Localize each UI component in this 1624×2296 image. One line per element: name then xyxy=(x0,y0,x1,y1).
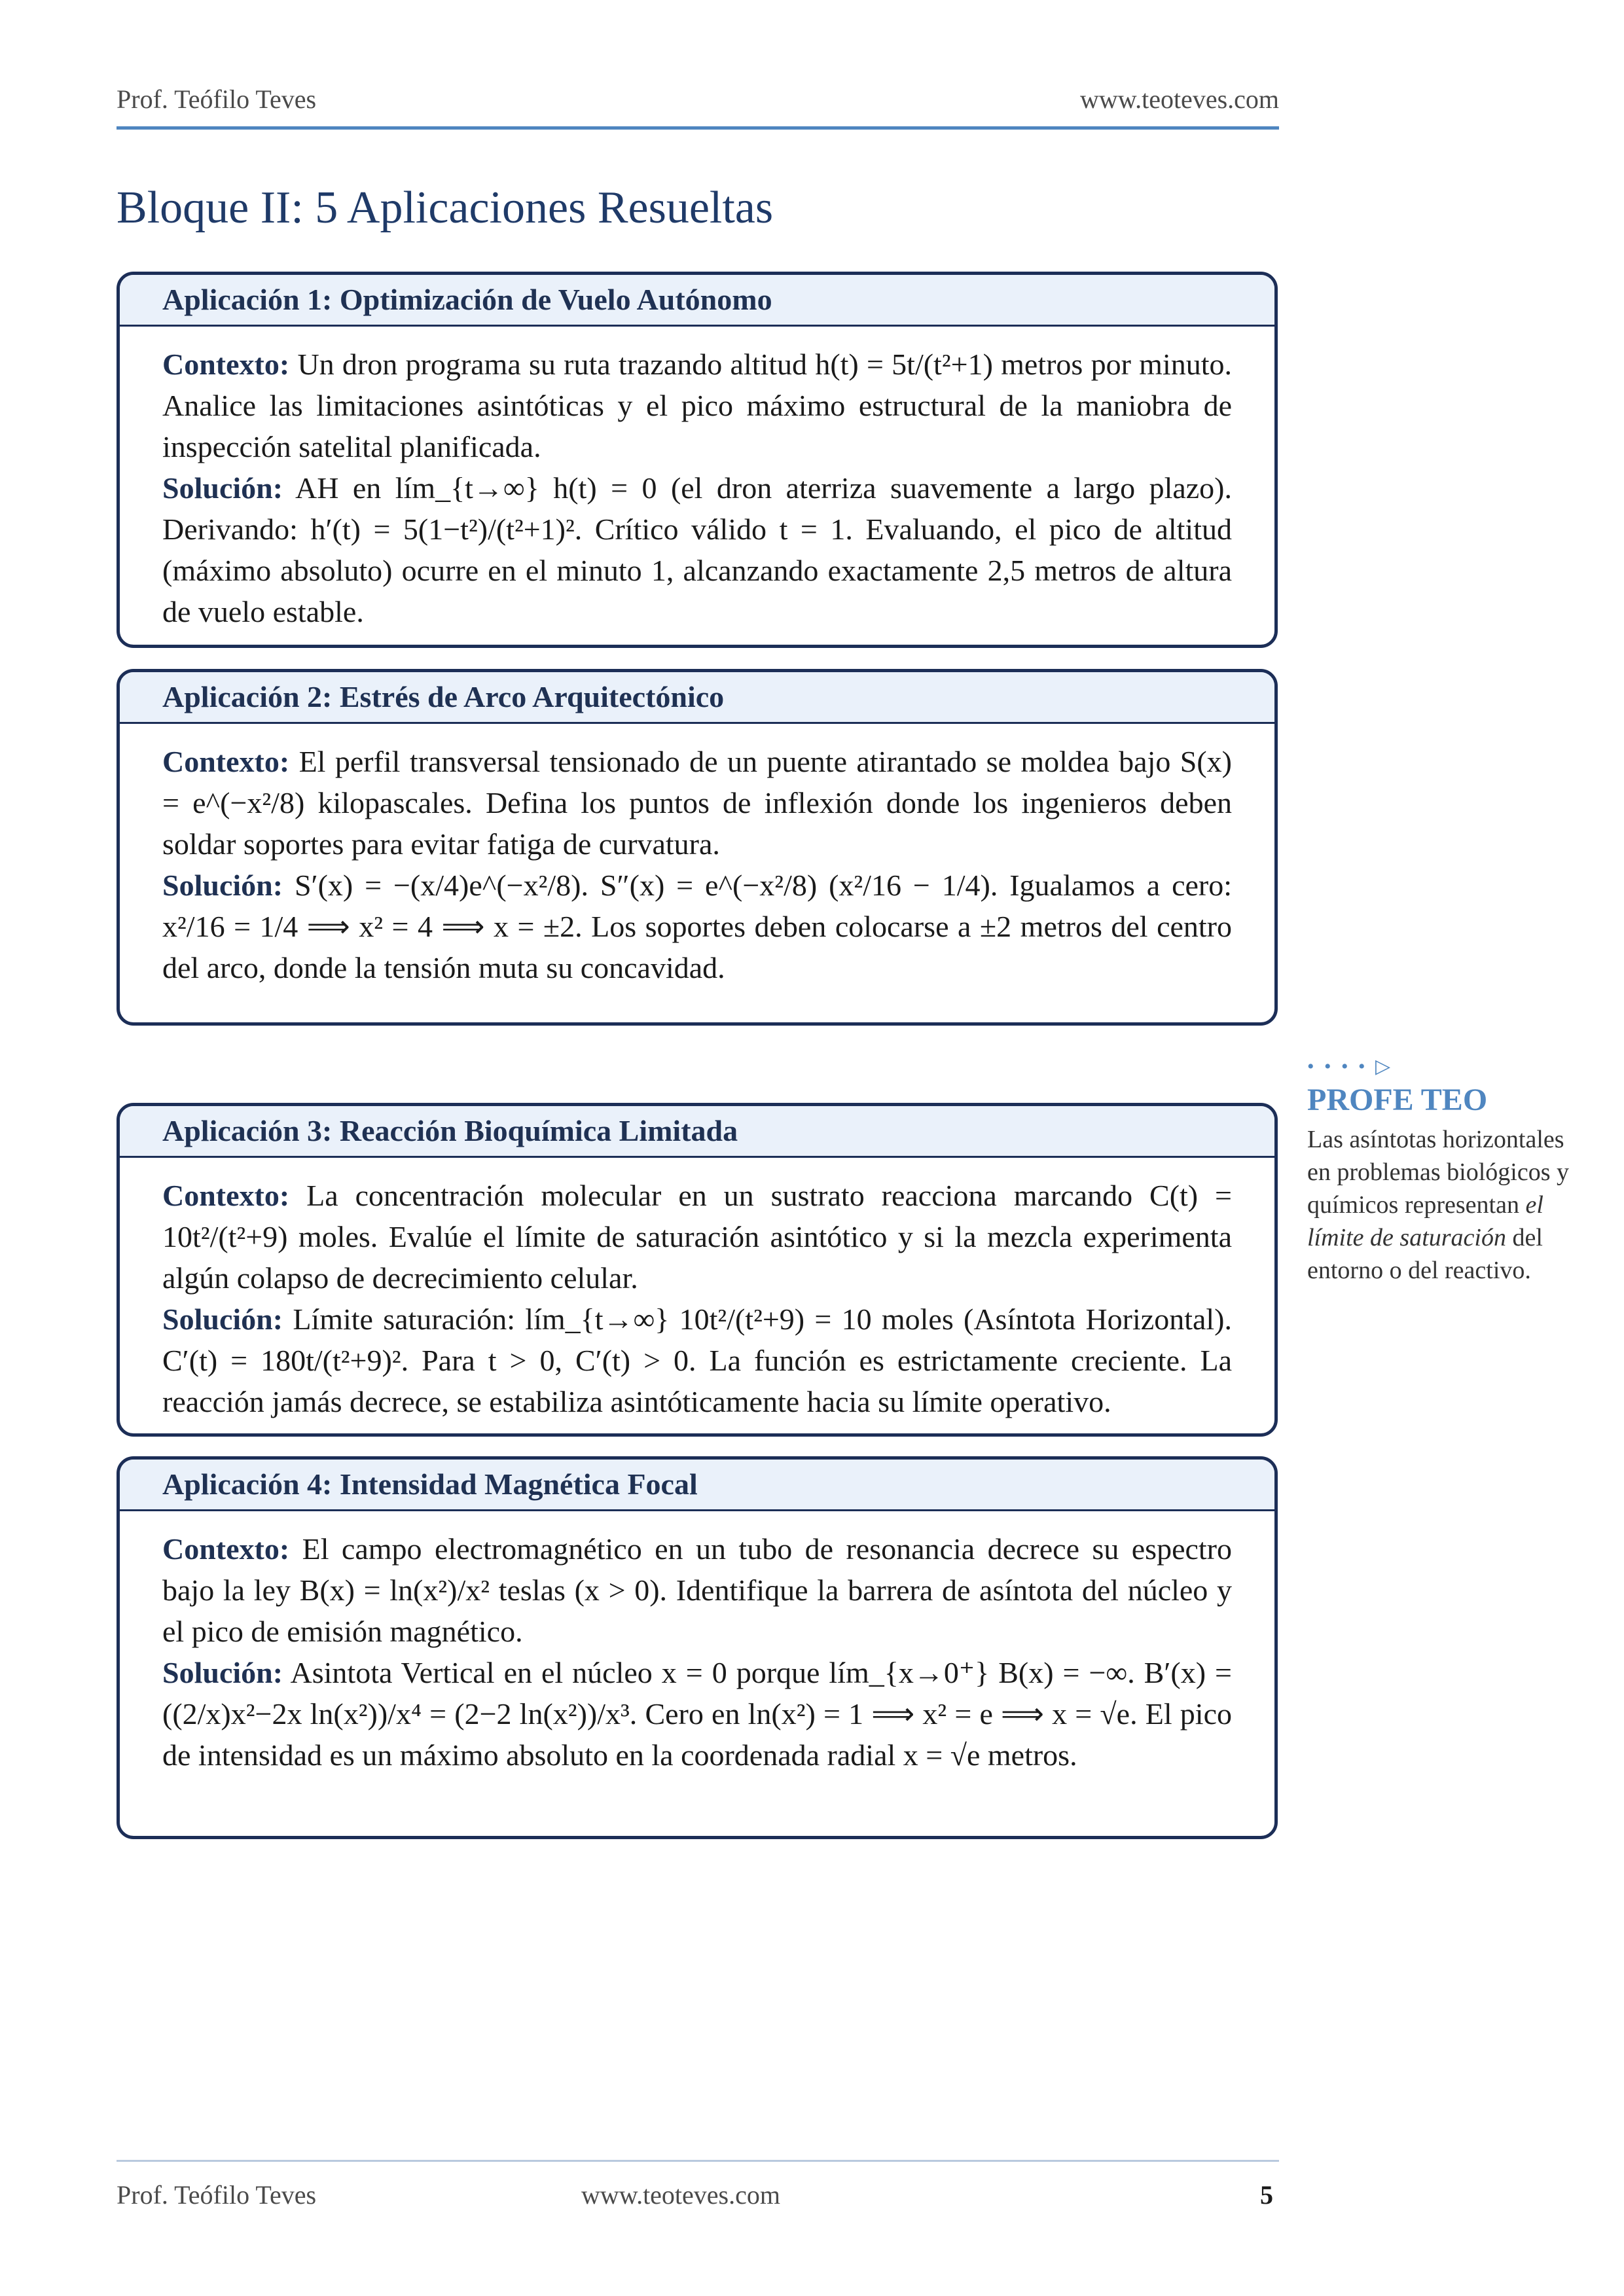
header-rule xyxy=(117,126,1279,130)
application-heading: Aplicación 2: Estrés de Arco Arquitectónico xyxy=(120,672,1274,724)
footer-author: Prof. Teófilo Teves xyxy=(117,2180,317,2210)
application-heading: Aplicación 4: Intensidad Magnética Focal xyxy=(120,1460,1274,1511)
page-number: 5 xyxy=(1260,2180,1273,2210)
margin-note-emphasis: el límite de saturación xyxy=(1307,1191,1543,1251)
application-body xyxy=(120,327,1274,632)
application-heading: Aplicación 1: Optimización de Vuelo Autónomo xyxy=(120,275,1274,327)
application-heading: Aplicación 3: Reacción Bioquímica Limitada xyxy=(120,1106,1274,1158)
header-site-link[interactable]: www.teoteves.com xyxy=(1080,84,1279,114)
solution-text: AH en lím_{t→∞} h(t) = 0 (el dron aterriza suavemente a largo plazo). Derivando: h′(t) = 5(1−t²)/(t²+1)². Crítico válido t = 1. Evaluando, el pico de altitud (máximo absoluto) ocurre en el minuto 1, alcanzando exactamente 2,5 metros de altura de vuelo estable. xyxy=(162,471,1232,628)
solution-text: Límite saturación: lím_{t→∞} 10t²/(t²+9) = 10 moles (Asíntota Horizontal). C′(t) = 180t/(t²+9)². Para t > 0, C′(t) > 0. La función es estrictamente creciente. La reacción jamás decrece, se estabiliza asintóticamente hacia su límite operativo. xyxy=(162,1302,1232,1418)
solution-label: Solución: xyxy=(162,869,283,902)
context-label: Contexto: xyxy=(162,348,290,381)
solution-label: Solución: xyxy=(162,471,283,505)
context-label: Contexto: xyxy=(162,745,290,778)
footer-rule xyxy=(117,2160,1279,2162)
application-body xyxy=(120,1511,1274,1776)
margin-note-text-a: Las asíntotas horizontales en problemas biológicos y químicos representan xyxy=(1307,1126,1569,1219)
application-box-1 xyxy=(117,272,1278,648)
application-box-2 xyxy=(117,669,1278,1026)
context-text: La concentración molecular en un sustrato reacciona marcando C(t) = 10t²/(t²+9) moles. Evalúe el límite de saturación asintótico y si la mezcla experimenta algún colapso de decrecimiento celular. xyxy=(162,1179,1232,1295)
context-text: El campo electromagnético en un tubo de resonancia decrece su espectro bajo la ley B(x) = ln(x²)/x² teslas (x > 0). Identifique la barrera de asíntota del núcleo y el pico de emisión magnético. xyxy=(162,1532,1232,1648)
context-text: El perfil transversal tensionado de un puente atirantado se moldea bajo S(x) = e^(−x²/8) kilopascales. Defina los puntos de inflexión donde los ingenieros deben soldar soportes para evitar fatiga de curvatura. xyxy=(162,745,1232,861)
solution-label: Solución: xyxy=(162,1656,283,1689)
solution-text: Asintota Vertical en el núcleo x = 0 porque lím_{x→0⁺} B(x) = −∞. B′(x) = ((2/x)x²−2x ln(x²))/x⁴ = (2−2 ln(x²))/x³. Cero en ln(x²) = 1 ⟹ x² = e ⟹ x = √e. El pico de intensidad es un máximo absoluto en la coordenada radial x = √e metros. xyxy=(162,1656,1232,1772)
margin-note-text-b: del entorno o del reactivo. xyxy=(1307,1224,1543,1284)
pointer-arrow-icon: • • • • ▷ xyxy=(1307,1056,1394,1077)
page-title: Bloque II: 5 Aplicaciones Resueltas xyxy=(117,183,774,233)
margin-note xyxy=(1307,1055,1582,1287)
context-text: Un dron programa su ruta trazando altitud h(t) = 5t/(t²+1) metros por minuto. Analice las limitaciones asintóticas y el pico máximo estructural de la maniobra de inspección satelital planificada. xyxy=(162,348,1233,463)
header-author: Prof. Teófilo Teves xyxy=(117,84,317,114)
context-label: Contexto: xyxy=(162,1532,290,1566)
application-body xyxy=(120,724,1274,988)
footer-site-link[interactable]: www.teoteves.com xyxy=(581,2180,780,2210)
application-box-4 xyxy=(117,1456,1278,1839)
margin-note-title: PROFE TEO xyxy=(1307,1083,1488,1117)
application-box-3 xyxy=(117,1103,1278,1437)
application-body xyxy=(120,1158,1274,1422)
solution-label: Solución: xyxy=(162,1302,283,1336)
margin-note-text xyxy=(1307,1123,1582,1287)
page-header xyxy=(117,84,1279,123)
context-label: Contexto: xyxy=(162,1179,290,1212)
solution-text: S′(x) = −(x/4)e^(−x²/8). S″(x) = e^(−x²/8) (x²/16 − 1/4). Igualamos a cero: x²/16 = 1/4 ⟹ x² = 4 ⟹ x = ±2. Los soportes deben colocarse a ±2 metros del centro del arco, donde la tensión muta su concavidad. xyxy=(162,869,1232,984)
